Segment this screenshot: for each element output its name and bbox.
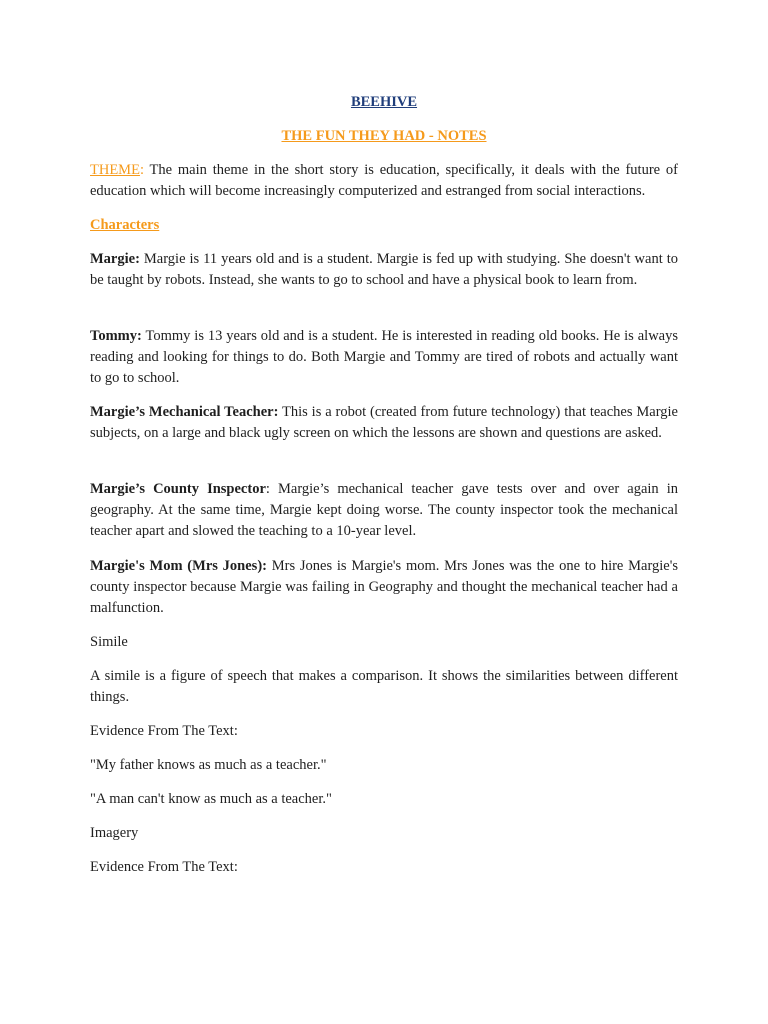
simile-definition: A simile is a figure of speech that makes a comparison. It shows the similarities between different things. — [90, 668, 678, 706]
character-mechanical-teacher — [90, 402, 678, 444]
theme-text: The main theme in the short story is education, specifically, it deals with the future of education which will become increasingly computerized and estranged from social interactions. — [90, 162, 678, 200]
simile-heading: Simile — [90, 634, 128, 650]
character-description: Margie is 11 years old and is a student. Margie is fed up with studying. She doesn't want to be taught by robots. Instead, she wants to go to school and have a physical book to learn from. — [90, 251, 678, 289]
character-name: Margie’s Mechanical Teacher: — [90, 404, 279, 420]
character-name: Margie's Mom (Mrs Jones): — [90, 558, 267, 574]
evidence-label: Evidence From The Text: — [90, 723, 238, 739]
character-description: : Margie’s mechanical teacher gave tests over and over again in geography. At the same time, Margie kept doing worse. The county inspector took the mechanical teacher apart and slowed the teaching to a 10-year level. — [90, 481, 679, 540]
quote-1: "My father knows as much as a teacher." — [90, 757, 327, 773]
character-description: This is a robot (created from future technology) that teaches Margie subjects, on a large and black ugly screen on which the lessons are shown and questions are asked. — [90, 404, 678, 442]
character-name: Margie: — [90, 251, 140, 267]
document-title: BEEHIVE — [350, 94, 418, 110]
theme-label: THEME — [90, 162, 140, 178]
imagery-heading: Imagery — [90, 825, 139, 841]
character-mom — [90, 556, 678, 620]
character-margie — [90, 249, 678, 291]
characters-heading: Characters — [90, 217, 160, 233]
character-tommy — [90, 326, 678, 390]
character-description: Tommy is 13 years old and is a student. He is interested in reading old books. He is always reading and looking for things to do. Both Margie and Tommy are tired of robots and actually want to go to school. — [90, 328, 678, 387]
character-county-inspector — [90, 479, 678, 543]
theme-colon: : — [139, 162, 144, 178]
document-subtitle: THE FUN THEY HAD - NOTES — [281, 128, 487, 144]
character-name: Tommy: — [90, 328, 142, 344]
quote-2: "A man can't know as much as a teacher." — [90, 791, 332, 807]
character-name: Margie’s County Inspector — [90, 481, 266, 497]
character-description: Mrs Jones is Margie's mom. Mrs Jones was the one to hire Margie's county inspector because Margie was failing in Geography and thought the mechanical teacher had a malfunction. — [90, 558, 679, 617]
evidence-label: Evidence From The Text: — [90, 859, 238, 875]
theme-paragraph — [90, 160, 678, 202]
